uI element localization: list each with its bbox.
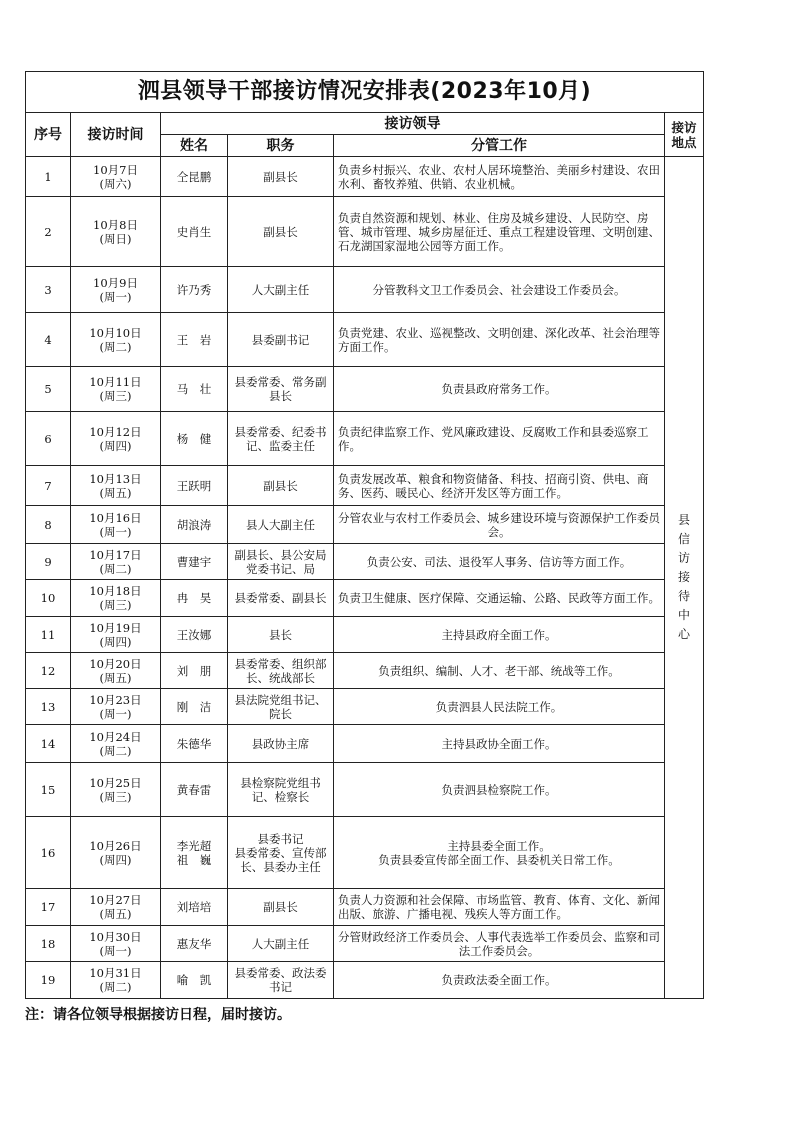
row-seq: 15 [26,763,71,817]
row-seq: 18 [26,926,71,962]
row-time [71,157,161,197]
row-weekday: (周五) [99,670,132,685]
row-position: 人大副主任 [228,267,334,313]
row-date: 10月8日 [93,217,138,232]
row-name-1: 李光超 [176,838,212,853]
header-position: 职务 [228,135,334,157]
row-name: 马 壮 [161,367,228,412]
row-name: 王汝娜 [161,617,228,653]
row-time [71,267,161,313]
place-text: 县信访接待中心 [678,513,691,641]
row-date: 10月30日 [89,929,142,944]
row-date: 10月17日 [89,547,142,562]
table-row [26,580,704,617]
row-name: 曹建宇 [161,544,228,580]
table-row [26,962,704,999]
row-weekday: (周三) [99,789,132,804]
table-row [26,506,704,544]
row-name: 杨 健 [161,412,228,466]
row-date: 10月12日 [89,424,142,439]
table-row [26,926,704,962]
table-row [26,313,704,367]
table-title: 泗县领导干部接访情况安排表(2023年10月) [26,72,704,113]
row-date: 10月16日 [89,510,142,525]
header-place [665,113,704,157]
row-weekday: (周二) [99,339,132,354]
row-name: 喻 凯 [161,962,228,999]
row-position: 县人大副主任 [228,506,334,544]
row-weekday: (周六) [99,176,132,191]
row-position-2: 县委常委、宣传部长、县委办主任 [234,845,327,874]
row-weekday: (周二) [99,743,132,758]
row-weekday: (周一) [99,289,132,304]
row-name: 胡浪涛 [161,506,228,544]
row-time [71,367,161,412]
row-seq: 16 [26,817,71,889]
row-seq: 3 [26,267,71,313]
row-date: 10月24日 [89,729,142,744]
row-position: 副县长、县公安局党委书记、局 [228,544,334,580]
table-row [26,725,704,763]
row-duty: 负责自然资源和规划、林业、住房及城乡建设、人民防空、房管、城市管理、城乡房屋征迁、重点工程建设管理、文明创建、石龙湖国家湿地公园等方面工作。 [334,197,665,267]
table-row [26,689,704,725]
row-duty: 负责乡村振兴、农业、农村人居环境整治、美丽乡村建设、农田水利、畜牧养殖、供销、农业机械。 [334,157,665,197]
table-row [26,617,704,653]
row-date: 10月13日 [89,471,142,486]
row-seq: 11 [26,617,71,653]
header-duty: 分管工作 [334,135,665,157]
row-date: 10月9日 [93,275,138,290]
row-duty: 负责政法委全面工作。 [334,962,665,999]
row-duty: 分管财政经济工作委员会、人事代表选举工作委员会、监察和司法工作委员会。 [334,926,665,962]
row-duty: 负责纪律监察工作、党风廉政建设、反腐败工作和县委巡察工作。 [334,412,665,466]
row-seq: 19 [26,962,71,999]
table-row [26,817,704,889]
row-weekday: (周四) [99,852,132,867]
table-row [26,197,704,267]
header-time: 接访时间 [71,113,161,157]
row-time [71,197,161,267]
row-seq: 13 [26,689,71,725]
row-date: 10月31日 [89,966,142,980]
row-duty: 分管农业与农村工作委员会、城乡建设环境与资源保护工作委员会。 [334,506,665,544]
row-weekday: (周四) [99,438,132,453]
row-name: 王 岩 [161,313,228,367]
row-position: 县委常委、政法委书记 [228,962,334,999]
row-position: 副县长 [228,197,334,267]
table-row [26,889,704,926]
row-time [71,725,161,763]
row-duty: 负责公安、司法、退役军人事务、信访等方面工作。 [334,544,665,580]
row-duty: 负责组织、编制、人才、老干部、统战等工作。 [334,653,665,689]
row-duty: 主持县政协全面工作。 [334,725,665,763]
row-position: 县检察院党组书记、检察长 [228,763,334,817]
row-duty: 分管教科文卫工作委员会、社会建设工作委员会。 [334,267,665,313]
schedule-table [25,71,704,999]
schedule-sheet [25,71,703,999]
table-row [26,367,704,412]
row-weekday: (周一) [99,524,132,539]
row-name-2: 祖 巍 [176,852,212,867]
row-name: 冉 昊 [161,580,228,617]
row-time [71,653,161,689]
row-weekday: (周三) [99,598,132,612]
row-name: 黄春雷 [161,763,228,817]
row-seq: 4 [26,313,71,367]
row-position: 副县长 [228,466,334,506]
row-time [71,617,161,653]
row-date: 10月19日 [89,620,142,635]
row-date: 10月18日 [89,584,142,598]
row-time [71,506,161,544]
row-time [71,412,161,466]
row-position: 县长 [228,617,334,653]
header-place-text: 接访地点 [671,119,697,150]
header-leader-group: 接访领导 [161,113,665,135]
row-time [71,544,161,580]
place-cell [665,157,704,999]
row-name: 史肖生 [161,197,228,267]
row-duty-1: 主持县委全面工作。 [447,838,551,853]
row-duty: 负责党建、农业、巡视整改、文明创建、深化改革、社会治理等方面工作。 [334,313,665,367]
row-seq: 10 [26,580,71,617]
row-seq: 17 [26,889,71,926]
row-date: 10月26日 [89,838,142,853]
row-position: 县委常委、常务副县长 [228,367,334,412]
table-row [26,653,704,689]
footnote: 注：请各位领导根据接访日程，届时接访。 [25,1007,291,1023]
row-duty-2: 负责县委宣传部全面工作、县委机关日常工作。 [378,852,620,867]
row-weekday: (周四) [99,634,132,649]
row-duty: 负责泗县人民法院工作。 [334,689,665,725]
row-time [71,926,161,962]
row-name: 刘 朋 [161,653,228,689]
row-weekday: (周五) [99,485,132,500]
row-duty: 主持县政府全面工作。 [334,617,665,653]
row-time [71,889,161,926]
row-duty: 负责发展改革、粮食和物资储备、科技、招商引资、供电、商务、医药、暖民心、经济开发区等方面工作。 [334,466,665,506]
row-time [71,466,161,506]
row-date: 10月11日 [89,375,142,389]
row-seq: 5 [26,367,71,412]
row-position: 人大副主任 [228,926,334,962]
row-date: 10月23日 [89,692,142,707]
row-position-1: 县委书记 [257,831,304,846]
row-name [161,817,228,889]
table-row [26,544,704,580]
table-row [26,157,704,197]
row-name: 刚 洁 [161,689,228,725]
row-date: 10月20日 [89,656,142,671]
row-name: 王跃明 [161,466,228,506]
row-name: 许乃秀 [161,267,228,313]
row-seq: 12 [26,653,71,689]
header-seq: 序号 [26,113,71,157]
table-row [26,763,704,817]
row-weekday: (周五) [99,907,132,921]
row-date: 10月25日 [89,775,142,790]
row-name: 仝昆鹏 [161,157,228,197]
row-weekday: (周一) [99,943,132,958]
row-name: 刘培培 [161,889,228,926]
row-seq: 1 [26,157,71,197]
row-position: 副县长 [228,889,334,926]
row-seq: 6 [26,412,71,466]
row-name: 惠友华 [161,926,228,962]
table-row [26,412,704,466]
table-row [26,267,704,313]
row-time [71,962,161,999]
row-weekday: (周二) [99,561,132,576]
row-duty [334,817,665,889]
row-time [71,313,161,367]
table-row [26,466,704,506]
row-duty: 负责县政府常务工作。 [334,367,665,412]
row-seq: 2 [26,197,71,267]
row-position: 县委副书记 [228,313,334,367]
row-position: 县政协主席 [228,725,334,763]
row-weekday: (周二) [99,980,132,994]
row-name: 朱德华 [161,725,228,763]
row-position: 县委常委、组织部长、统战部长 [228,653,334,689]
row-duty: 负责卫生健康、医疗保障、交通运输、公路、民政等方面工作。 [334,580,665,617]
row-position: 县法院党组书记、院长 [228,689,334,725]
row-time [71,689,161,725]
row-duty: 负责人力资源和社会保障、市场监管、教育、体育、文化、新闻出版、旅游、广播电视、残疾人等方面工作。 [334,889,665,926]
row-position [228,817,334,889]
header-name: 姓名 [161,135,228,157]
row-duty: 负责泗县检察院工作。 [334,763,665,817]
row-time [71,817,161,889]
row-seq: 9 [26,544,71,580]
row-date: 10月7日 [93,162,138,177]
row-date: 10月27日 [89,893,142,907]
row-time [71,580,161,617]
row-weekday: (周一) [99,706,132,721]
row-position: 县委常委、副县长 [228,580,334,617]
row-seq: 8 [26,506,71,544]
row-date: 10月10日 [89,325,142,340]
row-seq: 14 [26,725,71,763]
row-position: 县委常委、纪委书记、监委主任 [228,412,334,466]
row-seq: 7 [26,466,71,506]
row-weekday: (周三) [99,389,132,403]
row-position: 副县长 [228,157,334,197]
row-weekday: (周日) [99,231,132,246]
row-time [71,763,161,817]
